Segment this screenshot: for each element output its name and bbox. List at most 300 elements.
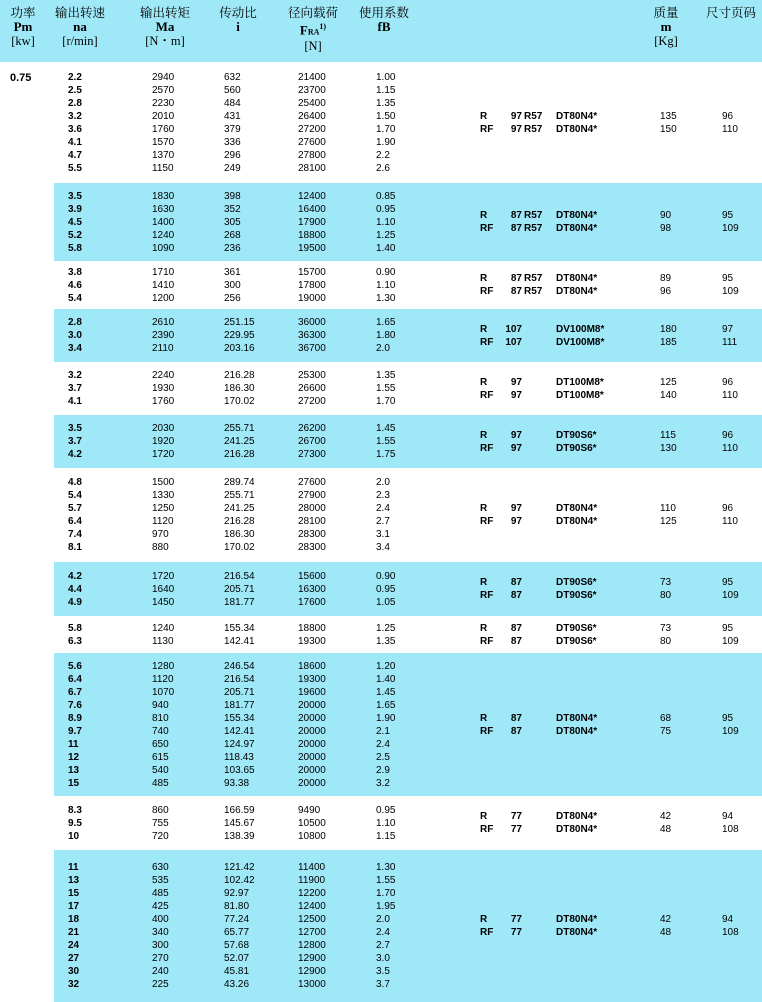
model-page: 97	[722, 324, 734, 335]
model-type: R	[480, 210, 488, 221]
cell-fb: 2.7	[376, 940, 390, 951]
model-page: 95	[722, 273, 734, 284]
model-motor: DV100M8*	[556, 337, 605, 348]
model-add: R57	[524, 124, 543, 135]
cell-i: 181.77	[224, 700, 255, 711]
model-m: 89	[660, 273, 672, 284]
cell-ma: 1200	[152, 293, 175, 304]
cell-i: 256	[224, 293, 241, 304]
cell-fra: 11900	[298, 875, 326, 886]
model-motor: DT90S6*	[556, 430, 597, 441]
cell-fb: 0.95	[376, 584, 396, 595]
cell-na: 9.7	[68, 726, 82, 737]
model-size: 97	[510, 503, 522, 514]
cell-i: 361	[224, 267, 241, 278]
cell-fra: 17600	[298, 597, 326, 608]
model-type: RF	[480, 223, 494, 234]
model-type: RF	[480, 927, 494, 938]
cell-na: 21	[68, 927, 80, 938]
model-page: 95	[722, 623, 734, 634]
cell-na: 4.6	[68, 280, 82, 291]
model-motor: DT80N4*	[556, 516, 598, 527]
model-add: R57	[524, 111, 543, 122]
model-motor: DT80N4*	[556, 273, 598, 284]
header-torque-sym: Ma	[155, 19, 175, 34]
model-size: 87	[510, 210, 522, 221]
cell-na: 3.7	[68, 383, 82, 394]
cell-ma: 1130	[152, 636, 174, 647]
cell-na: 11	[68, 862, 79, 873]
model-size: 77	[510, 914, 522, 925]
model-row	[54, 810, 762, 823]
cell-na: 5.5	[68, 163, 82, 174]
model-page: 94	[722, 811, 734, 822]
cell-fb: 1.55	[376, 875, 396, 886]
cell-fb: 1.70	[376, 396, 396, 407]
cell-na: 4.9	[68, 597, 82, 608]
cell-na: 7.4	[68, 529, 82, 540]
header-mass-unit: [Kg]	[654, 34, 678, 48]
model-motor: DT100M8*	[556, 390, 604, 401]
cell-i: 65.77	[224, 927, 250, 938]
cell-fb: 2.1	[376, 726, 390, 737]
cell-fra: 16400	[298, 204, 326, 215]
cell-fb: 2.3	[376, 490, 390, 501]
cell-ma: 240	[152, 966, 169, 977]
model-type: RF	[480, 824, 494, 835]
table-row	[54, 660, 454, 673]
cell-i: 632	[224, 72, 241, 83]
cell-i: 145.67	[224, 818, 255, 829]
model-type: R	[480, 577, 488, 588]
model-type: RF	[480, 337, 494, 348]
cell-ma: 1150	[152, 163, 174, 174]
cell-fra: 17900	[298, 217, 326, 228]
cell-i: 241.25	[224, 436, 255, 447]
cell-fb: 3.7	[376, 979, 390, 990]
cell-fra: 12900	[298, 966, 326, 977]
cell-i: 268	[224, 230, 241, 241]
cell-na: 6.4	[68, 674, 82, 685]
cell-ma: 880	[152, 542, 169, 553]
header-radial-cn: 径向载荷	[287, 6, 338, 20]
model-m: 73	[660, 577, 672, 588]
model-page: 109	[722, 726, 739, 737]
model-row	[54, 576, 762, 589]
cell-fra: 23700	[298, 85, 326, 96]
model-motor: DT90S6*	[556, 443, 597, 454]
cell-fra: 12700	[298, 927, 326, 938]
cell-i: 57.68	[224, 940, 250, 951]
cell-i: 296	[224, 150, 241, 161]
model-page: 111	[722, 337, 738, 348]
cell-fra: 28300	[298, 542, 326, 553]
cell-i: 379	[224, 124, 241, 135]
cell-na: 5.7	[68, 503, 82, 514]
cell-fb: 2.6	[376, 163, 390, 174]
model-motor: DT80N4*	[556, 124, 598, 135]
cell-ma: 2390	[152, 330, 175, 341]
cell-na: 11	[68, 739, 79, 750]
cell-na: 15	[68, 778, 80, 789]
model-size: 87	[510, 726, 522, 737]
model-page: 95	[722, 210, 734, 221]
model-size: 97	[510, 377, 522, 388]
cell-fb: 2.4	[376, 739, 390, 750]
cell-ma: 970	[152, 529, 169, 540]
model-row	[54, 926, 762, 939]
table-row	[54, 738, 454, 751]
header-radial-unit: [N]	[304, 39, 322, 54]
table-row	[54, 528, 454, 541]
cell-i: 352	[224, 204, 241, 215]
cell-ma: 1920	[152, 436, 175, 447]
model-size: 87	[510, 286, 522, 297]
model-size: 77	[510, 927, 522, 938]
cell-fra: 27200	[298, 396, 326, 407]
cell-fra: 27800	[298, 150, 326, 161]
cell-i: 255.71	[224, 490, 255, 501]
cell-i: 92.97	[224, 888, 250, 899]
model-type: RF	[480, 636, 494, 647]
cell-fb: 2.4	[376, 503, 390, 514]
model-type: RF	[480, 124, 494, 135]
cell-fb: 1.40	[376, 243, 396, 254]
model-motor: DT80N4*	[556, 713, 598, 724]
cell-fb: 1.10	[376, 280, 396, 291]
cell-fb: 3.2	[376, 778, 390, 789]
cell-na: 2.5	[68, 85, 82, 96]
model-size: 97	[510, 430, 522, 441]
cell-na: 2.2	[68, 72, 82, 83]
cell-ma: 400	[152, 914, 169, 925]
model-size: 87	[510, 577, 522, 588]
model-row	[54, 502, 762, 515]
cell-ma: 2030	[152, 423, 175, 434]
cell-fb: 2.9	[376, 765, 390, 776]
cell-ma: 1400	[152, 217, 175, 228]
cell-i: 43.26	[224, 979, 250, 990]
cell-fra: 20000	[298, 778, 326, 789]
model-type: R	[480, 811, 488, 822]
model-page: 96	[722, 503, 734, 514]
model-page: 94	[722, 914, 734, 925]
table-row	[54, 699, 454, 712]
table-row	[54, 900, 454, 913]
table-row	[54, 136, 454, 149]
header-ratio-sym: i	[236, 19, 240, 34]
header-power-sym: Pm	[13, 19, 33, 34]
cell-na: 5.2	[68, 230, 82, 241]
row-group	[54, 468, 762, 562]
cell-i: 305	[224, 217, 241, 228]
model-m: 115	[660, 430, 676, 441]
cell-ma: 1640	[152, 584, 175, 595]
header-service-factor	[354, 6, 414, 34]
cell-i: 236	[224, 243, 241, 254]
cell-na: 4.4	[68, 584, 82, 595]
cell-fra: 13000	[298, 979, 326, 990]
cell-ma: 1760	[152, 124, 175, 135]
header-torque-cn: 输出转矩	[139, 6, 190, 20]
model-row	[54, 123, 762, 136]
cell-i: 205.71	[224, 584, 255, 595]
cell-na: 13	[68, 765, 80, 776]
cell-fb: 1.45	[376, 687, 396, 698]
cell-i: 45.81	[224, 966, 250, 977]
cell-i: 138.39	[224, 831, 255, 842]
cell-fb: 1.55	[376, 383, 396, 394]
model-m: 48	[660, 824, 672, 835]
model-size: 107	[505, 324, 522, 335]
cell-ma: 340	[152, 927, 169, 938]
cell-i: 216.28	[224, 370, 255, 381]
cell-fra: 16300	[298, 584, 326, 595]
model-motor: DT90S6*	[556, 623, 597, 634]
cell-fra: 20000	[298, 739, 326, 750]
model-size: 107	[505, 337, 522, 348]
cell-ma: 270	[152, 953, 169, 964]
header-power-cn: 功率	[10, 6, 36, 20]
cell-na: 5.6	[68, 661, 82, 672]
cell-ma: 650	[152, 739, 169, 750]
cell-fb: 2.2	[376, 150, 390, 161]
table-row	[54, 149, 454, 162]
row-group	[54, 309, 762, 362]
cell-fra: 27900	[298, 490, 326, 501]
model-size: 87	[510, 713, 522, 724]
table-header	[0, 0, 762, 62]
cell-fb: 1.10	[376, 818, 396, 829]
header-page	[700, 6, 762, 20]
cell-fra: 12500	[298, 914, 326, 925]
cell-fb: 2.0	[376, 477, 390, 488]
model-m: 98	[660, 223, 672, 234]
cell-i: 155.34	[224, 623, 255, 634]
cell-na: 15	[68, 888, 80, 899]
cell-i: 103.65	[224, 765, 255, 776]
header-radial-load	[278, 6, 348, 53]
cell-fra: 18800	[298, 230, 326, 241]
model-type: RF	[480, 390, 494, 401]
cell-i: 216.28	[224, 449, 255, 460]
model-size: 87	[510, 636, 522, 647]
cell-fra: 18600	[298, 661, 326, 672]
header-page-cn: 尺寸页码	[705, 6, 756, 20]
cell-ma: 615	[152, 752, 169, 763]
cell-ma: 1720	[152, 449, 175, 460]
cell-ma: 1720	[152, 571, 175, 582]
table-row	[54, 489, 454, 502]
cell-fra: 27300	[298, 449, 326, 460]
cell-ma: 2010	[152, 111, 175, 122]
cell-ma: 2110	[152, 343, 174, 354]
model-size: 87	[510, 590, 522, 601]
cell-fra: 10800	[298, 831, 326, 842]
cell-ma: 1760	[152, 396, 175, 407]
model-page: 108	[722, 927, 739, 938]
model-type: R	[480, 623, 488, 634]
table-row	[54, 97, 454, 110]
model-page: 110	[722, 516, 738, 527]
model-type: R	[480, 430, 488, 441]
model-motor: DT90S6*	[556, 636, 597, 647]
model-type: R	[480, 503, 488, 514]
cell-fb: 1.65	[376, 317, 396, 328]
cell-i: 52.07	[224, 953, 250, 964]
cell-i: 124.97	[224, 739, 255, 750]
model-row	[54, 336, 762, 349]
model-page: 109	[722, 223, 739, 234]
table-row	[54, 874, 454, 887]
table-row	[54, 777, 454, 790]
cell-i: 181.77	[224, 597, 255, 608]
cell-ma: 1240	[152, 623, 175, 634]
cell-fb: 1.40	[376, 674, 396, 685]
cell-na: 17	[68, 901, 80, 912]
cell-fra: 9490	[298, 805, 321, 816]
model-size: 87	[510, 623, 522, 634]
cell-na: 12	[68, 752, 80, 763]
cell-fra: 20000	[298, 752, 326, 763]
model-m: 80	[660, 636, 672, 647]
model-row	[54, 209, 762, 222]
cell-fb: 1.50	[376, 111, 396, 122]
header-torque-unit: [N・m]	[145, 34, 185, 48]
model-row	[54, 823, 762, 836]
cell-fb: 3.0	[376, 953, 390, 964]
cell-fb: 1.55	[376, 436, 396, 447]
cell-fb: 1.75	[376, 449, 396, 460]
cell-fra: 27600	[298, 137, 326, 148]
header-radial-sym: FRA$^{1)}$	[299, 22, 327, 38]
cell-fra: 26200	[298, 423, 326, 434]
table-row	[54, 978, 454, 991]
model-row	[54, 635, 762, 648]
cell-fra: 28000	[298, 503, 326, 514]
cell-i: 170.02	[224, 396, 255, 407]
cell-fb: 1.90	[376, 137, 396, 148]
model-type: RF	[480, 516, 494, 527]
cell-na: 3.2	[68, 111, 82, 122]
cell-fb: 3.1	[376, 529, 390, 540]
cell-ma: 1500	[152, 477, 175, 488]
model-m: 140	[660, 390, 677, 401]
model-type: R	[480, 713, 488, 724]
cell-ma: 940	[152, 700, 169, 711]
cell-i: 431	[224, 111, 241, 122]
row-group	[54, 261, 762, 309]
model-m: 125	[660, 516, 677, 527]
model-m: 42	[660, 914, 672, 925]
cell-na: 4.1	[68, 396, 82, 407]
model-m: 125	[660, 377, 677, 388]
cell-fb: 1.45	[376, 423, 396, 434]
model-row	[54, 272, 762, 285]
cell-na: 5.4	[68, 490, 82, 501]
table-row	[54, 751, 454, 764]
header-ratio	[210, 6, 266, 34]
row-group	[54, 63, 762, 183]
cell-fra: 28100	[298, 516, 326, 527]
header-torque	[130, 6, 200, 48]
cell-na: 2.8	[68, 317, 82, 328]
cell-na: 3.2	[68, 370, 82, 381]
cell-i: 246.54	[224, 661, 255, 672]
model-motor: DT80N4*	[556, 210, 598, 221]
cell-i: 186.30	[224, 383, 255, 394]
cell-fra: 20000	[298, 726, 326, 737]
cell-i: 484	[224, 98, 241, 109]
header-power	[0, 6, 46, 48]
model-m: 135	[660, 111, 677, 122]
cell-i: 251.15	[224, 317, 255, 328]
cell-ma: 860	[152, 805, 169, 816]
header-ratio-cn: 传动比	[219, 6, 257, 20]
cell-i: 249	[224, 163, 241, 174]
cell-i: 166.59	[224, 805, 255, 816]
cell-fra: 19600	[298, 687, 326, 698]
cell-fra: 28100	[298, 163, 326, 174]
table-row	[54, 71, 454, 84]
model-m: 90	[660, 210, 672, 221]
cell-fra: 25400	[298, 98, 326, 109]
cell-na: 10	[68, 831, 80, 842]
model-row	[54, 389, 762, 402]
cell-i: 142.41	[224, 636, 255, 647]
cell-na: 8.1	[68, 542, 82, 553]
model-row	[54, 589, 762, 602]
cell-i: 186.30	[224, 529, 255, 540]
model-row	[54, 376, 762, 389]
cell-na: 5.8	[68, 243, 82, 254]
cell-na: 6.4	[68, 516, 82, 527]
cell-fb: 0.85	[376, 191, 396, 202]
model-row	[54, 323, 762, 336]
model-page: 96	[722, 377, 734, 388]
cell-na: 5.4	[68, 293, 82, 304]
cell-i: 229.95	[224, 330, 255, 341]
model-size: 77	[510, 811, 522, 822]
model-page: 110	[722, 124, 738, 135]
cell-na: 8.9	[68, 713, 82, 724]
table-row	[54, 952, 454, 965]
model-row	[54, 110, 762, 123]
model-size: 97	[510, 124, 522, 135]
row-group	[54, 850, 762, 1002]
model-size: 97	[510, 443, 522, 454]
cell-fb: 2.5	[376, 752, 390, 763]
model-row	[54, 725, 762, 738]
model-m: 130	[660, 443, 677, 454]
header-speed	[50, 6, 110, 48]
model-size: 97	[510, 111, 522, 122]
cell-fra: 10500	[298, 818, 326, 829]
cell-na: 7.6	[68, 700, 82, 711]
cell-ma: 1830	[152, 191, 175, 202]
cell-i: 121.42	[224, 862, 255, 873]
row-group	[54, 653, 762, 796]
model-page: 109	[722, 590, 739, 601]
cell-fb: 0.90	[376, 267, 396, 278]
header-speed-sym: na	[73, 19, 87, 34]
model-motor: DV100M8*	[556, 324, 605, 335]
cell-ma: 2940	[152, 72, 175, 83]
cell-fra: 18800	[298, 623, 326, 634]
header-service-cn: 使用系数	[358, 6, 409, 20]
cell-i: 241.25	[224, 503, 255, 514]
cell-ma: 485	[152, 888, 169, 899]
